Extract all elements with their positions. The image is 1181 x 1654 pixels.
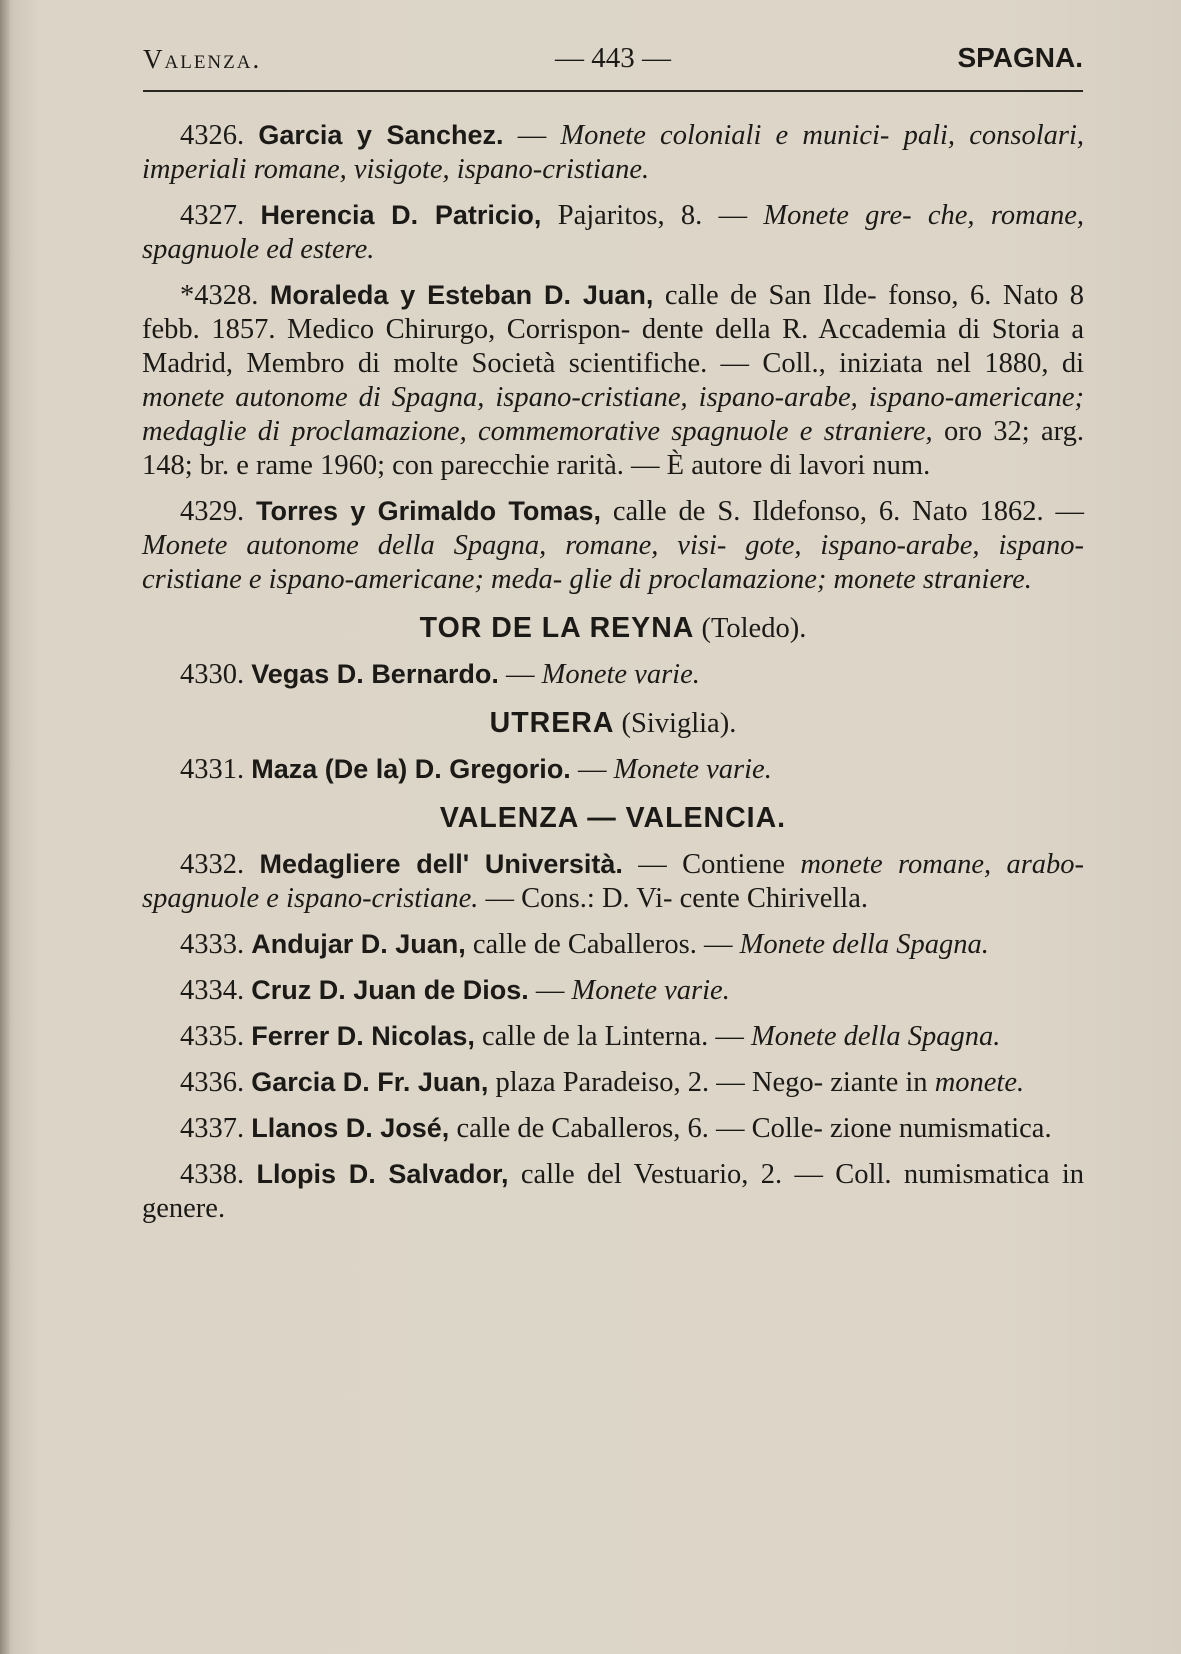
entry-name: Herencia D. Patricio, <box>260 200 542 230</box>
entry-name: Torres y Grimaldo Tomas, <box>256 496 601 526</box>
entry-number: 4336. <box>180 1067 245 1098</box>
running-header <box>143 40 1083 80</box>
entry-details: calle de Caballeros, 6. — Colle- zione numismatica. <box>449 1113 1052 1144</box>
header-rule <box>143 90 1083 92</box>
entry-separator: — <box>1043 496 1085 527</box>
section-heading-tor-de-la-reyna <box>142 611 1084 646</box>
entry-name: Andujar D. Juan, <box>251 929 466 959</box>
entry-name: Medagliere dell' Università. <box>259 849 623 879</box>
page-number: — 443 — <box>555 42 671 74</box>
entry-details: Pajaritos, 8. <box>541 200 703 231</box>
entry-number: 4330. <box>180 659 245 690</box>
entry-collection: Monete della Spagna. <box>739 929 989 960</box>
entry-4329 <box>142 494 1084 597</box>
entry-separator <box>785 849 800 880</box>
entry-4328 <box>142 278 1084 483</box>
directory-content <box>142 118 1084 1237</box>
entry-separator: — <box>696 929 740 960</box>
entry-collection: monete romane, arabo-spagnuole e ispano-cristiane. <box>142 849 1085 914</box>
entry-4326 <box>142 118 1084 187</box>
entry-name: Garcia D. Fr. Juan, <box>251 1067 489 1097</box>
entry-number: 4334. <box>180 975 245 1006</box>
entry-4327 <box>142 198 1084 267</box>
entry-4331 <box>142 752 1084 787</box>
entry-number: 4333. <box>180 929 245 960</box>
entry-number: 4326. <box>180 120 245 151</box>
entry-number: 4332. <box>180 849 245 880</box>
entry-name: Vegas D. Bernardo. <box>251 659 499 689</box>
entry-details: calle de S. Ildefonso, 6. Nato 1862. <box>600 496 1044 527</box>
entry-name: Maza (De la) D. Gregorio. <box>251 754 571 784</box>
entry-tail: — Cons.: D. Vi- cente Chirivella. <box>478 883 869 914</box>
entry-number: 4337. <box>180 1113 245 1144</box>
entry-number: 4338. <box>180 1159 245 1190</box>
entry-separator <box>928 1067 935 1098</box>
entry-4332 <box>142 847 1084 916</box>
entry-collection: Monete coloniali e munici- pali, consolari, imperiali romane, visigote, ispano-cristiane. <box>142 120 1085 185</box>
entry-details: — Contiene <box>622 849 785 880</box>
entry-4335 <box>142 1019 1084 1054</box>
section-province: (Siviglia). <box>614 708 737 739</box>
entry-collection: monete. <box>934 1067 1025 1098</box>
entry-name: Ferrer D. Nicolas, <box>251 1021 475 1051</box>
book-spine-shadow <box>0 0 10 1654</box>
entry-number: *4328. <box>180 280 259 311</box>
entry-separator: — <box>702 200 764 231</box>
entry-number: 4331. <box>180 754 245 785</box>
entry-4334 <box>142 973 1084 1008</box>
entry-4333 <box>142 927 1084 962</box>
entry-name: Garcia y Sanchez. <box>258 120 504 150</box>
entry-4338 <box>142 1157 1084 1226</box>
entry-collection: Monete gre- che, romane, spagnuole ed estere. <box>142 200 1085 265</box>
entry-name: Moraleda y Esteban D. Juan, <box>269 280 654 310</box>
section-city: UTRERA <box>489 707 615 739</box>
entry-details: calle de la Linterna. <box>474 1021 709 1052</box>
entry-details: calle del Vestuario, 2. — Coll. numismatica in genere. <box>142 1159 1085 1224</box>
entry-details: calle de Caballeros. <box>465 929 697 960</box>
entry-separator: — <box>708 1021 752 1052</box>
entry-4337 <box>142 1111 1084 1146</box>
entry-separator: — <box>503 120 561 151</box>
section-city: VALENZA — VALENCIA. <box>439 802 787 834</box>
entry-number: 4327. <box>180 200 245 231</box>
section-province: (Toledo). <box>694 613 807 644</box>
entry-tail: oro 32; arg. 148; br. e rame 1960; con parecchie rarità. — È autore di lavori num. <box>142 416 1084 481</box>
entry-collection: monete autonome di Spagna, ispano-cristiane, ispano-arabe, ispano-americane; medaglie di proclamazione, commemorative spagnuole e straniere, <box>142 382 1084 447</box>
header-city: Valenza. <box>143 44 262 74</box>
section-city: TOR DE LA REYNA <box>419 612 695 644</box>
entry-4336 <box>142 1065 1084 1100</box>
entry-collection: Monete varie. <box>613 754 772 785</box>
entry-4330 <box>142 657 1084 692</box>
entry-name: Cruz D. Juan de Dios. <box>251 975 529 1005</box>
entry-collection: Monete varie. <box>571 975 730 1006</box>
entry-separator: — <box>528 975 572 1006</box>
entry-number: 4335. <box>180 1021 245 1052</box>
entry-details: calle de San Ilde- fonso, 6. Nato 8 febb. 1857. Medico Chirurgo, Corrispon- dente della R. Accademia di Storia a Madrid, Membro di molte Società scientifiche. — Coll., iniziata nel 1880, di <box>142 280 1084 379</box>
header-country: SPAGNA. <box>957 42 1083 73</box>
entry-collection: Monete varie. <box>541 659 700 690</box>
section-heading-valenza <box>142 801 1084 836</box>
entry-details: plaza Paradeiso, 2. — Nego- ziante in <box>488 1067 928 1098</box>
entry-collection: Monete autonome della Spagna, romane, visi- gote, ispano-arabe, ispano-cristiane e ispano-americane; meda- glie di proclamazione; monete straniere. <box>142 530 1084 595</box>
entry-separator: — <box>570 754 614 785</box>
entry-separator: — <box>498 659 542 690</box>
entry-name: Llanos D. José, <box>251 1113 450 1143</box>
entry-number: 4329. <box>180 496 245 527</box>
entry-name: Llopis D. Salvador, <box>256 1159 509 1189</box>
section-heading-utrera <box>142 706 1084 741</box>
entry-collection: Monete della Spagna. <box>751 1021 1001 1052</box>
